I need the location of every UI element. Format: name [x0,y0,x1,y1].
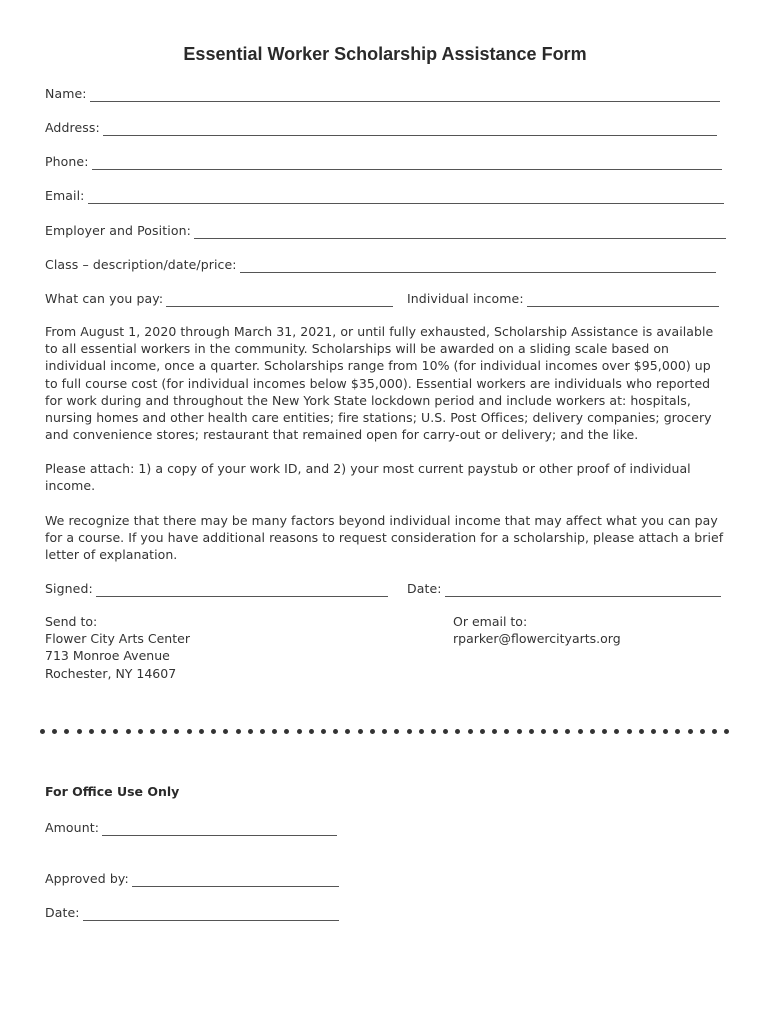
separator-dot [309,729,314,734]
separator-dot [174,729,179,734]
income-row [407,291,719,307]
separator-dot [651,729,656,734]
recognize-paragraph: We recognize that there may be many factors beyond individual income that may affect what you can pay for a course. If you have additional reasons to request consideration for a scholarship, please attach a brief letter of explanation. [45,513,724,563]
separator-dot [614,729,619,734]
address-row [45,120,717,136]
separator-dot [700,729,705,734]
separator-dot [297,729,302,734]
send-to-street: 713 Monroe Avenue [45,648,170,664]
amount-label: Amount: [45,820,100,835]
pay-label: What can you pay: [45,291,164,306]
separator-dot [52,729,57,734]
class-field[interactable] [240,260,716,273]
class-label: Class – description/date/price: [45,257,237,272]
separator-dot [590,729,595,734]
separator-dot [345,729,350,734]
email-row [45,188,724,204]
send-to-address [45,613,190,682]
address-label: Address: [45,120,100,135]
separator-dot [455,729,460,734]
pay-row [45,291,393,307]
employer-field[interactable] [194,226,726,239]
separator-dot [492,729,497,734]
approved-field[interactable] [132,874,339,887]
email-to-address[interactable]: rparker@flowercityarts.org [453,631,621,647]
separator-dot [419,729,424,734]
pay-field[interactable] [166,294,393,307]
separator-dot [150,729,155,734]
name-row [45,86,720,102]
separator-dot [431,729,436,734]
attach-paragraph: Please attach: 1) a copy of your work ID, and 2) your most current paystub or other proof of individual income. [45,461,691,494]
signature-date-field[interactable] [445,584,721,597]
separator-dot [248,729,253,734]
separator-dot [541,729,546,734]
email-to-block [453,613,621,647]
separator-dot [639,729,644,734]
separator-dot [382,729,387,734]
approved-row [45,871,339,887]
signed-label: Signed: [45,581,93,596]
separator-dot [675,729,680,734]
separator-dot [199,729,204,734]
income-label: Individual income: [407,291,524,306]
phone-field[interactable] [92,157,722,170]
form-title: Essential Worker Scholarship Assistance Form [183,44,587,64]
separator-dot [358,729,363,734]
separator-dot [370,729,375,734]
separator-dot [407,729,412,734]
phone-row [45,154,722,170]
employer-label: Employer and Position: [45,223,191,238]
separator-dot [126,729,131,734]
separator-dot [162,729,167,734]
name-field[interactable] [90,89,720,102]
eligibility-paragraph: From August 1, 2020 through March 31, 2021, or until fully exhausted, Scholarship Assistance is available to all essential workers in the community. Scholarships will be awarded on a sliding scale based on individual income, once a quarter. Scholarships range from 10% (for individual incomes over $95,000) up to full course cost (for individual incomes below $35,000). Essential workers are individuals who reported for work during and throughout the New York State lockdown period and include workers at: hospitals, nursing homes and other health care entities; fire stations; U.S. Post Offices; delivery companies; grocery and convenience stores; restaurant that remained open for carry-out or delivery; and the like. [45,324,714,443]
amount-row [45,820,337,836]
class-row [45,257,716,273]
separator-dot [627,729,632,734]
name-label: Name: [45,86,87,101]
separator-dot [504,729,509,734]
phone-label: Phone: [45,154,89,169]
separator-dot [394,729,399,734]
income-field[interactable] [527,294,719,307]
send-to-city: Rochester, NY 14607 [45,665,177,681]
separator-dot [688,729,693,734]
separator-dot [211,729,216,734]
signature-date-row [407,581,721,597]
separator-dot [663,729,668,734]
separator-dot [602,729,607,734]
separator-dot [113,729,118,734]
separator-dot [138,729,143,734]
separator-dot [565,729,570,734]
separator-dot [553,729,558,734]
separator-dot [480,729,485,734]
separator-dot [321,729,326,734]
signature-date-label: Date: [407,581,442,596]
separator-dot [236,729,241,734]
separator-dot [260,729,265,734]
separator-dot [223,729,228,734]
send-to-org: Flower City Arts Center [45,631,190,647]
office-date-field[interactable] [83,908,339,921]
separator-dot [724,729,729,734]
separator-dot [77,729,82,734]
office-date-label: Date: [45,905,80,920]
send-to-label: Send to: [45,614,98,629]
address-field[interactable] [103,123,717,136]
separator-dot [64,729,69,734]
separator-dot [468,729,473,734]
separator-dot [284,729,289,734]
separator-dot [443,729,448,734]
separator-dot [712,729,717,734]
separator-dot [101,729,106,734]
approved-label: Approved by: [45,871,129,886]
office-use-heading: For Office Use Only [45,784,180,799]
signature-field[interactable] [96,584,388,597]
email-to-label: Or email to: [453,614,528,629]
separator-dot [333,729,338,734]
email-label: Email: [45,188,85,203]
dotted-separator [40,727,730,735]
separator-dot [89,729,94,734]
employer-row [45,223,726,239]
separator-dot [40,729,45,734]
email-field[interactable] [88,191,724,204]
separator-dot [187,729,192,734]
separator-dot [517,729,522,734]
office-date-row [45,905,339,921]
separator-dot [272,729,277,734]
separator-dot [529,729,534,734]
separator-dot [578,729,583,734]
amount-field[interactable] [102,823,337,836]
signed-row [45,581,388,597]
